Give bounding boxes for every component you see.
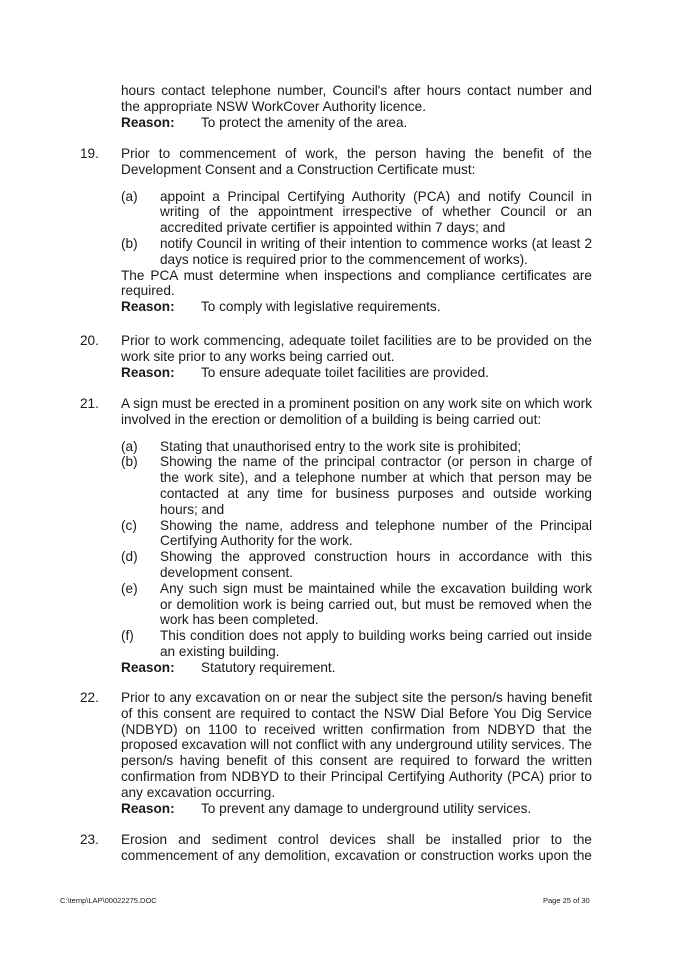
- sub-item: [121, 439, 592, 455]
- reason-line: [121, 660, 592, 676]
- sub-item: [121, 581, 592, 628]
- sub-item-label: (a): [121, 438, 138, 454]
- sub-item-text: Showing the name, address and telephone number of the Principal Certifying Authority for the work.: [160, 517, 592, 549]
- sub-item-label: (d): [121, 549, 138, 565]
- sub-item-list: [121, 189, 592, 268]
- sub-item-list: [121, 439, 592, 660]
- reason-text: To protect the amenity of the area.: [201, 114, 408, 130]
- reason-label: Reason:: [121, 114, 175, 130]
- sub-item-text: This condition does not apply to building works being carried out inside an existing building.: [160, 628, 592, 659]
- reason-label: Reason:: [121, 800, 175, 816]
- sub-item-text: appoint a Principal Certifying Authority (PCA) and notify Council in writing of the appointment irrespective of whether Council or an accredited private certifier is appointed within 7 days; and: [160, 188, 592, 236]
- condition-number: 22.: [80, 690, 99, 705]
- sub-item: [121, 189, 592, 236]
- condition-text: A sign must be erected in a prominent position on any work site on which work involved in the erection or demolition of a building is being carried out:: [121, 396, 592, 427]
- condition-number: 23.: [80, 832, 99, 847]
- sub-item-label: (b): [121, 454, 138, 470]
- condition-text: Prior to work commencing, adequate toilet facilities are to be provided on the work site prior to any works being carried out.: [121, 333, 592, 364]
- sub-item-text: Any such sign must be maintained while the excavation building work or demolition work is being carried out, but must be removed when the work has been completed.: [160, 580, 592, 628]
- sub-item-text: Showing the approved construction hours in accordance with this development consent.: [160, 549, 592, 580]
- sub-item-text: Stating that unauthorised entry to the work site is prohibited;: [160, 438, 522, 454]
- reason-label: Reason:: [121, 659, 175, 675]
- sub-item: [121, 454, 592, 517]
- reason-line: [121, 299, 592, 315]
- sub-item-label: (f): [121, 628, 134, 644]
- reason-text: To prevent any damage to underground utility services.: [201, 800, 532, 816]
- condition-note: The PCA must determine when inspections and compliance certificates are required.: [121, 267, 592, 299]
- sub-item: [121, 236, 592, 268]
- footer-file-path: C:\temp\LAP\00022275.DOC: [60, 896, 157, 905]
- reason-text: To ensure adequate toilet facilities are provided.: [201, 364, 489, 380]
- condition-number: 19.: [80, 146, 99, 161]
- sub-item-text: Showing the name of the principal contractor (or person in charge of the work site), and a telephone number at which that person may be contacted at any time for business purposes and outside working hours; and: [160, 454, 592, 517]
- condition-text: Prior to commencement of work, the person having the benefit of the Development Consent and a Construction Certificate must:: [121, 146, 592, 177]
- sub-item: [121, 518, 592, 550]
- sub-item-label: (e): [121, 580, 138, 596]
- sub-item: [121, 628, 592, 660]
- reason-text: Statutory requirement.: [201, 659, 336, 675]
- reason-line: [121, 365, 592, 381]
- reason-label: Reason:: [121, 299, 175, 315]
- footer-page-number: Page 25 of 30: [543, 896, 590, 905]
- reason-line: [121, 115, 592, 131]
- reason-label: Reason:: [121, 364, 175, 380]
- sub-item-label: (b): [121, 235, 138, 251]
- sub-item: [121, 549, 592, 581]
- condition-number: 20.: [80, 333, 99, 348]
- continuation-text: hours contact telephone number, Council's after hours contact number and the appropriate NSW WorkCover Authority licence.: [121, 83, 592, 114]
- condition-number: 21.: [80, 396, 99, 411]
- reason-text: To comply with legislative requirements.: [201, 299, 441, 315]
- sub-item-label: (c): [121, 517, 137, 533]
- reason-line: [121, 801, 592, 817]
- sub-item-label: (a): [121, 188, 138, 204]
- condition-text: Prior to any excavation on or near the subject site the person/s having benefit of this consent are required to contact the NSW Dial Before You Dig Service (NDBYD) on 1100 to received written confirmation from NDBYD that the proposed excavation will not conflict with any underground utility services. The person/s having benefit of this consent are required to forward the written confirmation from NDBYD to their Principal Certifying Authority (PCA) prior to any excavation occurring.: [121, 690, 592, 800]
- condition-text: Erosion and sediment control devices shall be installed prior to the commencement of any demolition, excavation or construction works upon the: [121, 832, 592, 863]
- sub-item-text: notify Council in writing of their intention to commence works (at least 2 days notice is required prior to the commencement of works).: [160, 235, 592, 267]
